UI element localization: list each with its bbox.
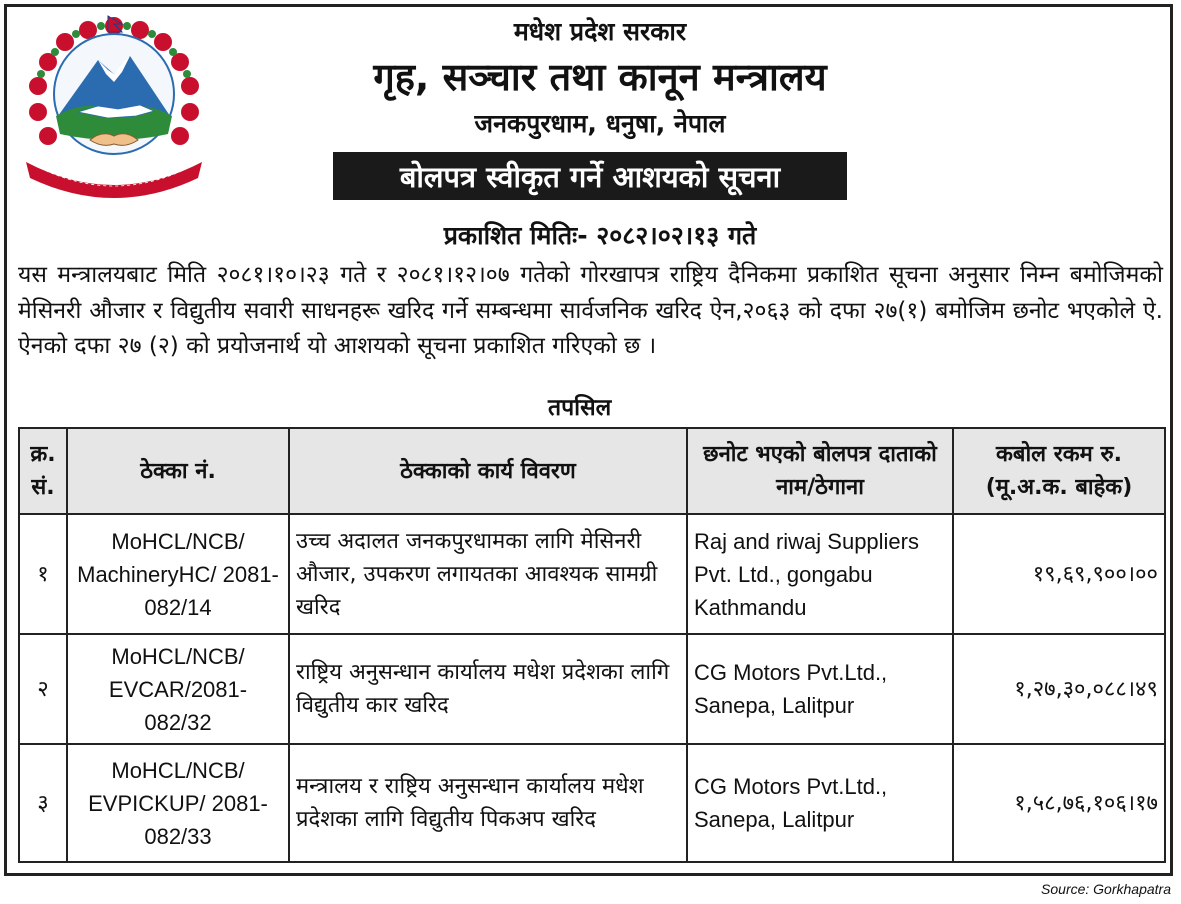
ministry-name: गृह, सञ्चार तथा कानून मन्त्रालय [373,55,827,99]
table-row [19,744,1165,862]
row-description: राष्ट्रिय अनुसन्धान कार्यालय मधेश प्रदेशका लागि विद्युतीय कार खरिद [289,634,687,744]
notice-body: यस मन्त्रालयबाट मिति २०८१।१०।२३ गते र २०८१।१२।०७ गतेको गोरखापत्र राष्ट्रिय दैनिकमा प्रकाशित सूचना अनुसार निम्न बमोजिमको मेसिनरी औजार र विद्युतीय सवारी साधनहरू खरिद गर्ने सम्बन्धमा सार्वजनिक खरिद ऐन,२०६३ को दफा २७(१) बमोजिम छनोट भएकोले ऐ. ऐनको दफा २७ (२) को प्रयोजनार्थ यो आशयको सूचना प्रकाशित गरिएको छ । [18,262,1163,359]
table-header-row [19,428,1165,514]
notice-title: बोलपत्र स्वीकृत गर्ने आशयको सूचना [333,152,847,200]
table-row [19,514,1165,634]
row-sn: ३ [19,744,67,862]
header-bidder: छनोट भएको बोलपत्र दाताको नाम/ठेगाना [687,428,953,514]
source-credit: Source: Gorkhapatra [1041,881,1171,897]
table-row [19,634,1165,744]
government-name: मधेश प्रदेश सरकार [513,17,687,46]
row-contract-no: MoHCL/NCB/ MachineryHC/ 2081-082/14 [67,514,289,634]
row-sn: १ [19,514,67,634]
row-bidder: Raj and riwaj Suppliers Pvt. Ltd., gongabu Kathmandu [687,514,953,634]
row-amount: १,५८,७६,१०६।१७ [953,744,1165,862]
row-amount: १९,६९,९००।०० [953,514,1165,634]
ministry-address: जनकपुरधाम, धनुषा, नेपाल [474,109,726,138]
header-contract-no: ठेक्का नं. [67,428,289,514]
row-bidder: CG Motors Pvt.Ltd., Sanepa, Lalitpur [687,744,953,862]
header-amount: कबोल रकम रु. (मू.अ.क. बाहेक) [953,428,1165,514]
row-sn: २ [19,634,67,744]
header-sn: क्र. सं. [19,428,67,514]
row-bidder: CG Motors Pvt.Ltd., Sanepa, Lalitpur [687,634,953,744]
published-date: प्रकाशित मितिः- २०८२।०२।१३ गते [443,221,757,250]
row-description: मन्त्रालय र राष्ट्रिय अनुसन्धान कार्यालय मधेश प्रदेशका लागि विद्युतीय पिकअप खरिद [289,744,687,862]
bid-table [18,427,1166,863]
row-amount: १,२७,३०,०८८।४९ [953,634,1165,744]
header-description: ठेक्काको कार्य विवरण [289,428,687,514]
row-contract-no: MoHCL/NCB/ EVCAR/2081- 082/32 [67,634,289,744]
row-description: उच्च अदालत जनकपुरधामका लागि मेसिनरी औजार, उपकरण लगायतका आवश्यक सामग्री खरिद [289,514,687,634]
tapsil-label: तपसिल [548,395,612,421]
nepal-emblem-icon [18,12,210,202]
row-contract-no: MoHCL/NCB/ EVPICKUP/ 2081-082/33 [67,744,289,862]
